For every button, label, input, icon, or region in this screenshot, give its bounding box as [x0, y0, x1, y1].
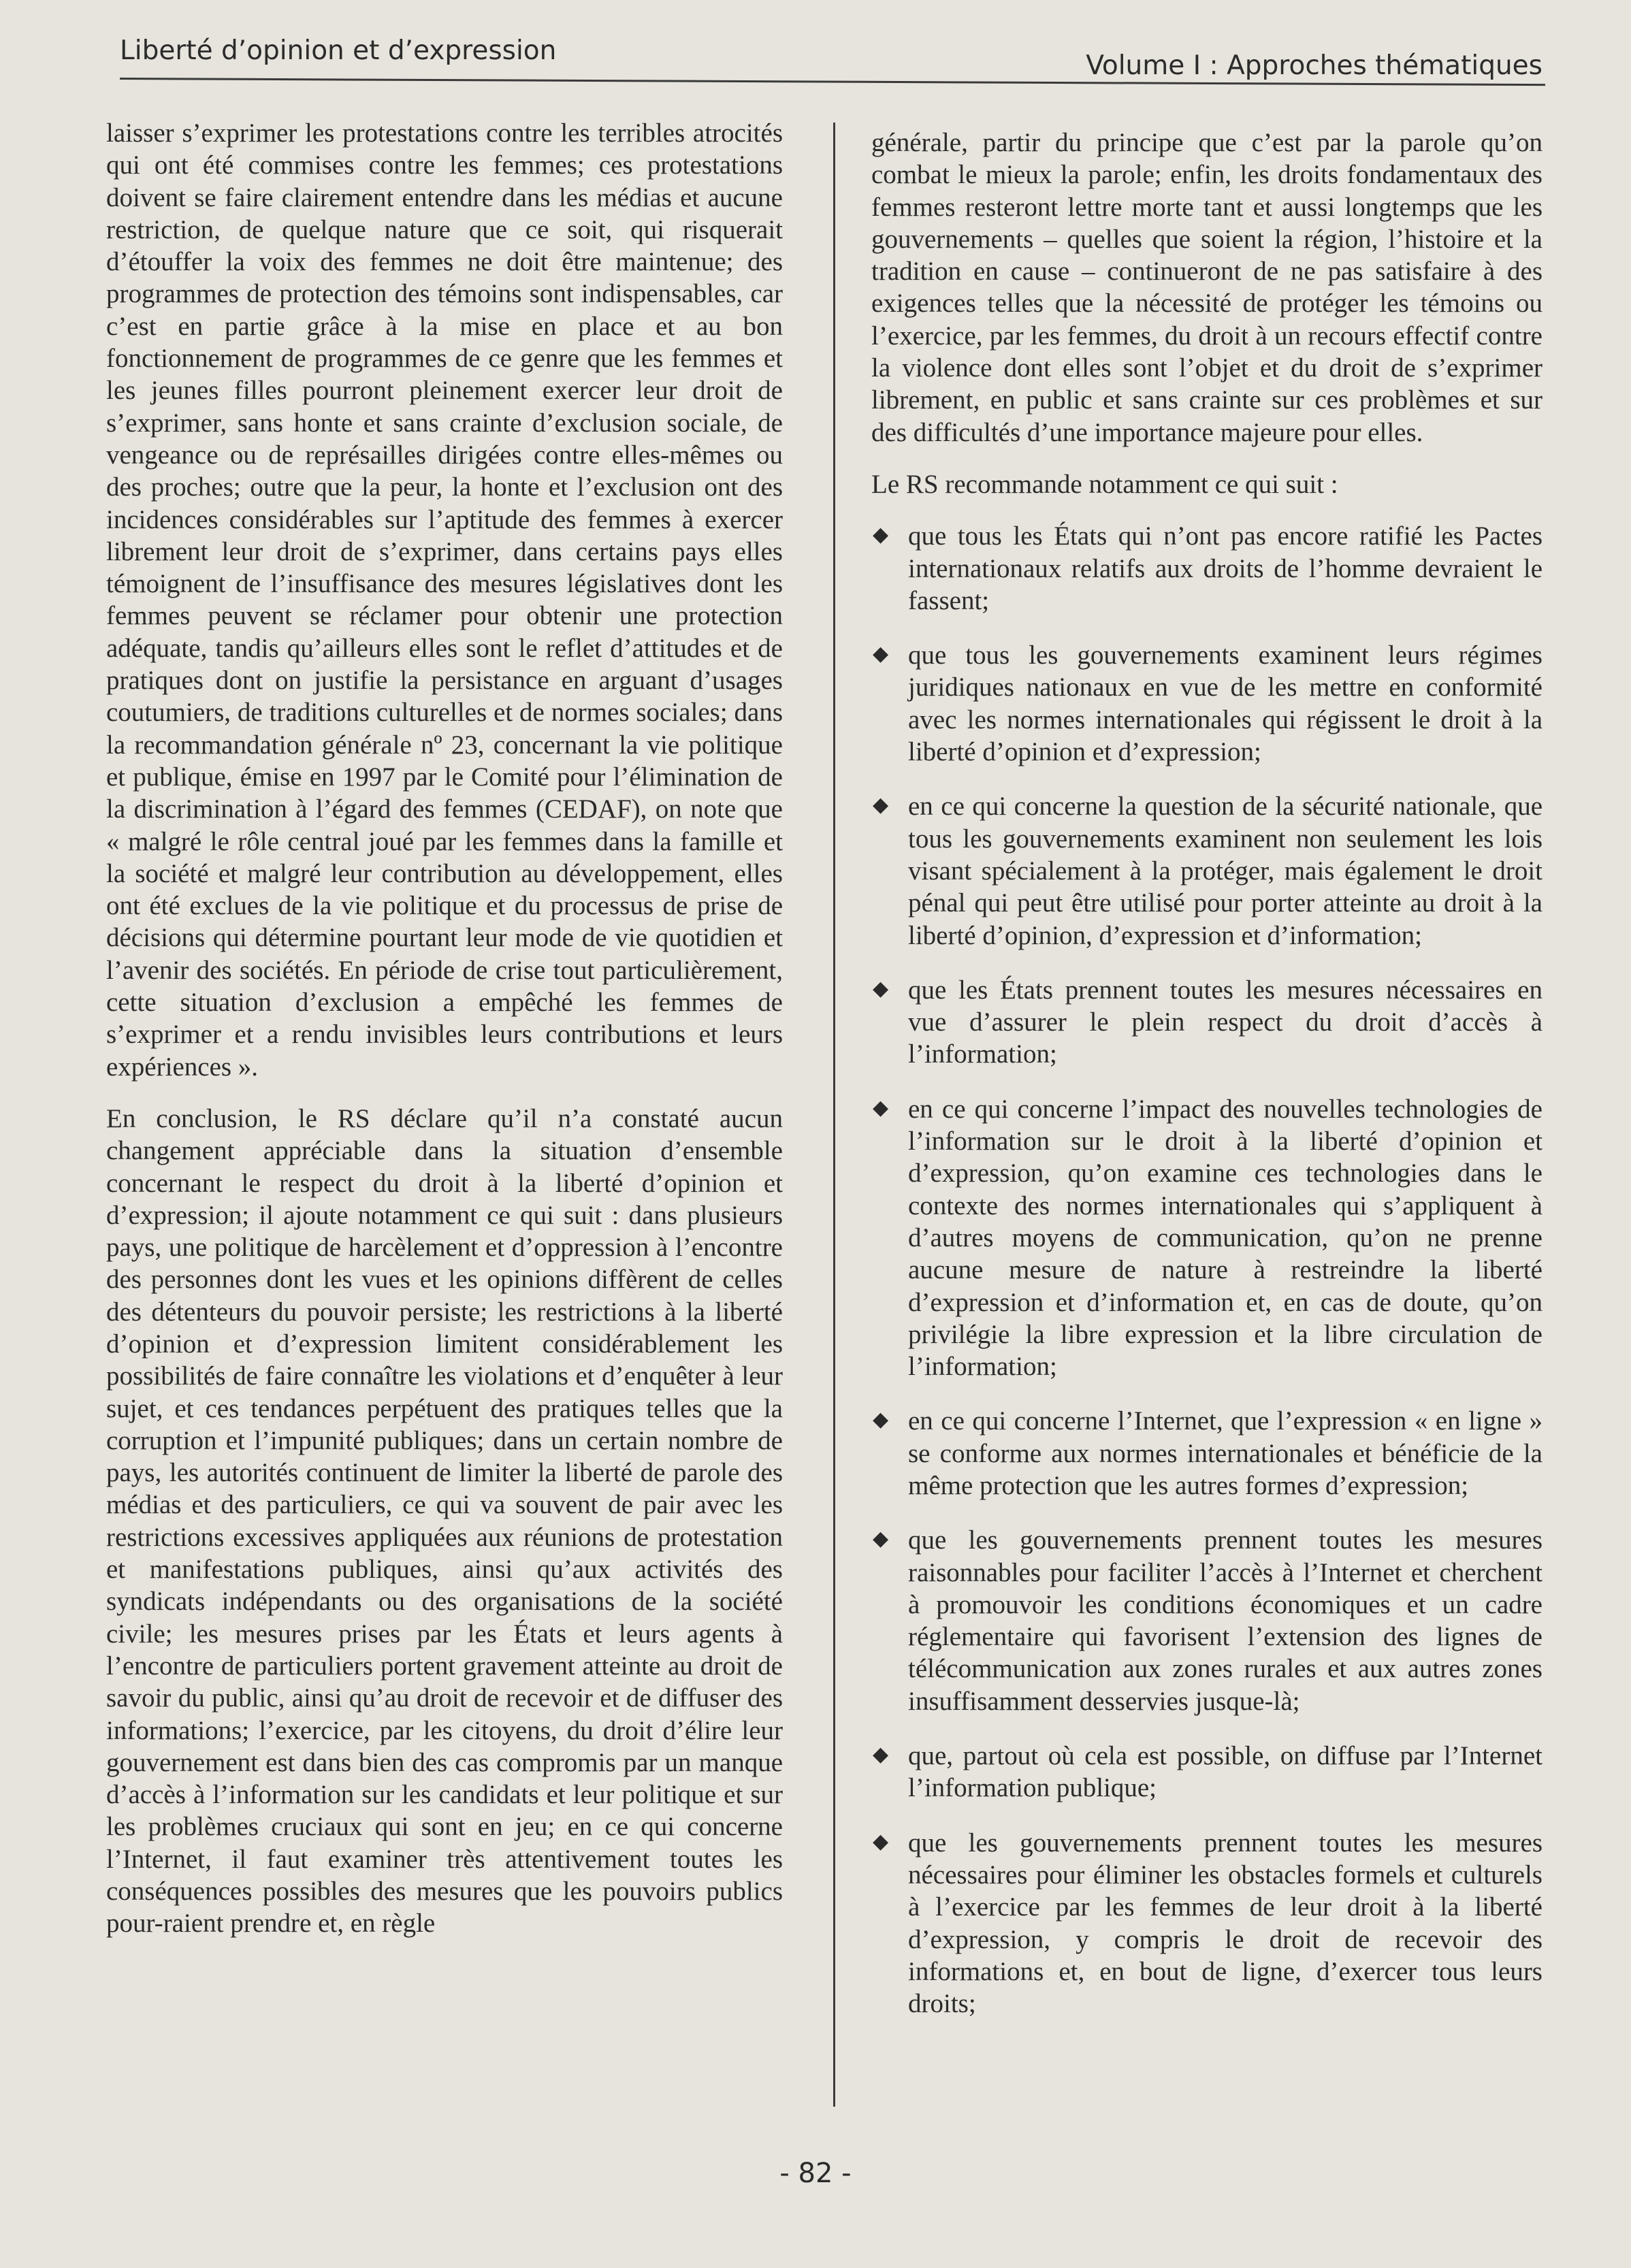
list-item-text: en ce qui concerne l’Internet, que l’expression « en ligne » se conforme aux normes internationales et bénéficie de la même protection que les autres formes d’expression; [908, 1406, 1543, 1500]
recommendations-lead-in: Le RS recommande notamment ce qui suit : [871, 469, 1338, 499]
list-item [871, 974, 1543, 1071]
diamond-bullet-icon: ◆ [873, 642, 889, 666]
right-column [871, 127, 1543, 2042]
list-item-text: en ce qui concerne l’impact des nouvelles technologies de l’information sur le droit à la liberté d’opinion et d’expression, qu’on examine ces technologies dans le contexte des normes internationales qui s’appliquent à d’autres moyens de communication, qu’on ne prenne aucune mesure de nature à restreindre la liberté d’expression et d’information et, en cas de doute, qu’on privilégie la libre expression et la libre circulation de l’information; [908, 1094, 1543, 1382]
list-item-text: que, partout où cela est possible, on diffuse par l’Internet l’information publique; [908, 1741, 1543, 1803]
list-item [871, 1405, 1543, 1502]
list-item-text: en ce qui concerne la question de la sécurité nationale, que tous les gouvernements examinent non seulement les lois visant spécialement à la protéger, mais également le droit pénal qui peut être utilisé pour porter atteinte au droit à la liberté d’opinion, d’expression et d’information; [908, 792, 1543, 950]
list-item [871, 1524, 1543, 1717]
list-item [871, 1827, 1543, 2020]
running-header-section: Volume I : Approches thématiques [1086, 50, 1543, 81]
body-paragraph: générale, partir du principe que c’est par la parole qu’on combat le mieux la parole; enfin, les droits fondamentaux des femmes resteront lettre morte tant et aussi longtemps que les gouvernements – quelles que soient la région, l’histoire et la tradition en cause – continueront de ne pas satisfaire à des exigences telles que la nécessité de protéger les témoins ou l’exercice, par les femmes, du droit à un recours effectif contre la violence dont elles sont l’objet et du droit de s’exprimer librement, en public et sans crainte sur ces problèmes et sur des difficultés d’une importance majeure pour elles. [871, 128, 1543, 447]
list-item [871, 1093, 1543, 1383]
diamond-bullet-icon: ◆ [873, 1095, 889, 1120]
list-item-text: que les États prennent toutes les mesures nécessaires en vue d’assurer le plein respect du droit d’accès à l’information; [908, 975, 1543, 1069]
list-item-text: que tous les États qui n’ont pas encore ratifié les Pactes internationaux relatifs aux droits de l’homme devraient le fassent; [908, 521, 1543, 615]
diamond-bullet-icon: ◆ [873, 1743, 889, 1767]
running-header-title: Liberté d’opinion et d’expression [120, 35, 557, 66]
body-paragraph: En conclusion, le RS déclare qu’il n’a constaté aucun changement appréciable dans la situation d’ensemble concernant le respect du droit à la liberté d’opinion et d’expression; il ajoute notamment ce qui suit : dans plusieurs pays, une politique de harcèlement et d’oppression à l’encontre des personnes dont les vues et les opinions diffèrent de celles des détenteurs du pouvoir persiste; les restrictions à la liberté d’opinion et d’expression limitent considérablement les possibilités de faire connaître les violations et d’enquêter à leur sujet, et ces tendances perpétuent des pratiques telles que la corruption et l’impunité publiques; dans un certain nombre de pays, les autorités continuent de limiter la liberté de parole des médias et des particuliers, ce qui va souvent de pair avec les restrictions excessives appliquées aux réunions de protestation et manifestations publiques, ainsi qu’aux activités des syndicats indépendants ou des organisations de la société civile; les mesures prises par les États et leurs agents à l’encontre de particuliers portent gravement atteinte au droit de savoir du public, ainsi qu’au droit de recevoir et de diffuser des informations; l’exercice, par les citoyens, du droit d’élire leur gouvernement est dans bien des cas compromis par un manque d’accès à l’information sur les candidats et leur politique et sur les problèmes cruciaux qui sont en jeu; en ce qui concerne l’Internet, il faut examiner très attentivement toutes les conséquences possibles des mesures que les pouvoirs publics pour-raient prendre et, en règle [106, 1103, 783, 1939]
list-item [871, 639, 1543, 768]
list-item [871, 790, 1543, 951]
diamond-bullet-icon: ◆ [873, 1527, 889, 1551]
diamond-bullet-icon: ◆ [873, 523, 889, 547]
diamond-bullet-icon: ◆ [873, 793, 889, 817]
column-divider [833, 123, 835, 2107]
list-item [871, 520, 1543, 617]
list-item-text: que les gouvernements prennent toutes les mesures raisonnables pour faciliter l’accès à l’Internet et cherchent à promouvoir les conditions économiques et un cadre réglementaire qui favorisent l’extension des lignes de télécommunication aux zones rurales et aux autres zones insuffisamment desservies jusque-là; [908, 1525, 1543, 1716]
diamond-bullet-icon: ◆ [873, 1408, 889, 1432]
diamond-bullet-icon: ◆ [873, 1829, 889, 1853]
body-paragraph: laisser s’exprimer les protestations contre les terribles atrocités qui ont été commises contre les femmes; ces protestations doivent se faire clairement entendre dans les médias et aucune restriction, de quelque nature que ce soit, qui risquerait d’étouffer la voix des femmes ne doit être maintenue; des programmes de protection des témoins sont indispensables, car c’est en partie grâce à la mise en place et au bon fonctionnement de programmes de ce genre que les femmes et les jeunes filles pourront pleinement exercer leur droit de s’exprimer, sans honte et sans crainte d’exclusion sociale, de vengeance ou de représailles dirigées contre elles-mêmes ou des proches; outre que la peur, la honte et l’exclusion ont des incidences considérables sur l’aptitude des femmes à exercer librement leur droit de s’exprimer, dans certains pays elles témoignent de l’insuffisance des mesures législatives dont les femmes peuvent se réclamer pour obtenir une protection adéquate, tandis qu’ailleurs elles sont le reflet d’attitudes et de pratiques dont on justifie la persistance en arguant d’usages coutumiers, de traditions culturelles et de normes sociales; dans la recommandation générale nº 23, concernant la vie politique et publique, émise en 1997 par le Comité pour l’élimination de la discrimination à l’égard des femmes (CEDAF), on note que « malgré le rôle central joué par les femmes dans la famille et la société et malgré leur contribution au développement, elles ont été exclues de la vie politique et du processus de prise de décisions qui détermine pourtant leur mode de vie quotidien et l’avenir des sociétés. En période de crise tout particulièrement, cette situation d’exclusion a empêché les femmes de s’exprimer et a rendu invisibles leurs contributions et leurs expériences ». [106, 118, 783, 1082]
list-item-text: que tous les gouvernements examinent leurs régimes juridiques nationaux en vue de les mettre en conformité avec les normes internationales qui régissent le droit à la liberté d’opinion et d’expression; [908, 641, 1543, 767]
recommendations-list [871, 520, 1543, 2020]
list-item [871, 1740, 1543, 1804]
list-item-text: que les gouvernements prennent toutes les mesures nécessaires pour éliminer les obstacles formels et culturels à l’exercice par les femmes de leur droit à la liberté d’expression, y compris le droit de recevoir des informations et, en bout de ligne, d’exercer tous leurs droits; [908, 1828, 1543, 2019]
page-number: - 82 - [779, 2158, 852, 2189]
diamond-bullet-icon: ◆ [873, 976, 889, 1001]
left-column [106, 117, 783, 1960]
